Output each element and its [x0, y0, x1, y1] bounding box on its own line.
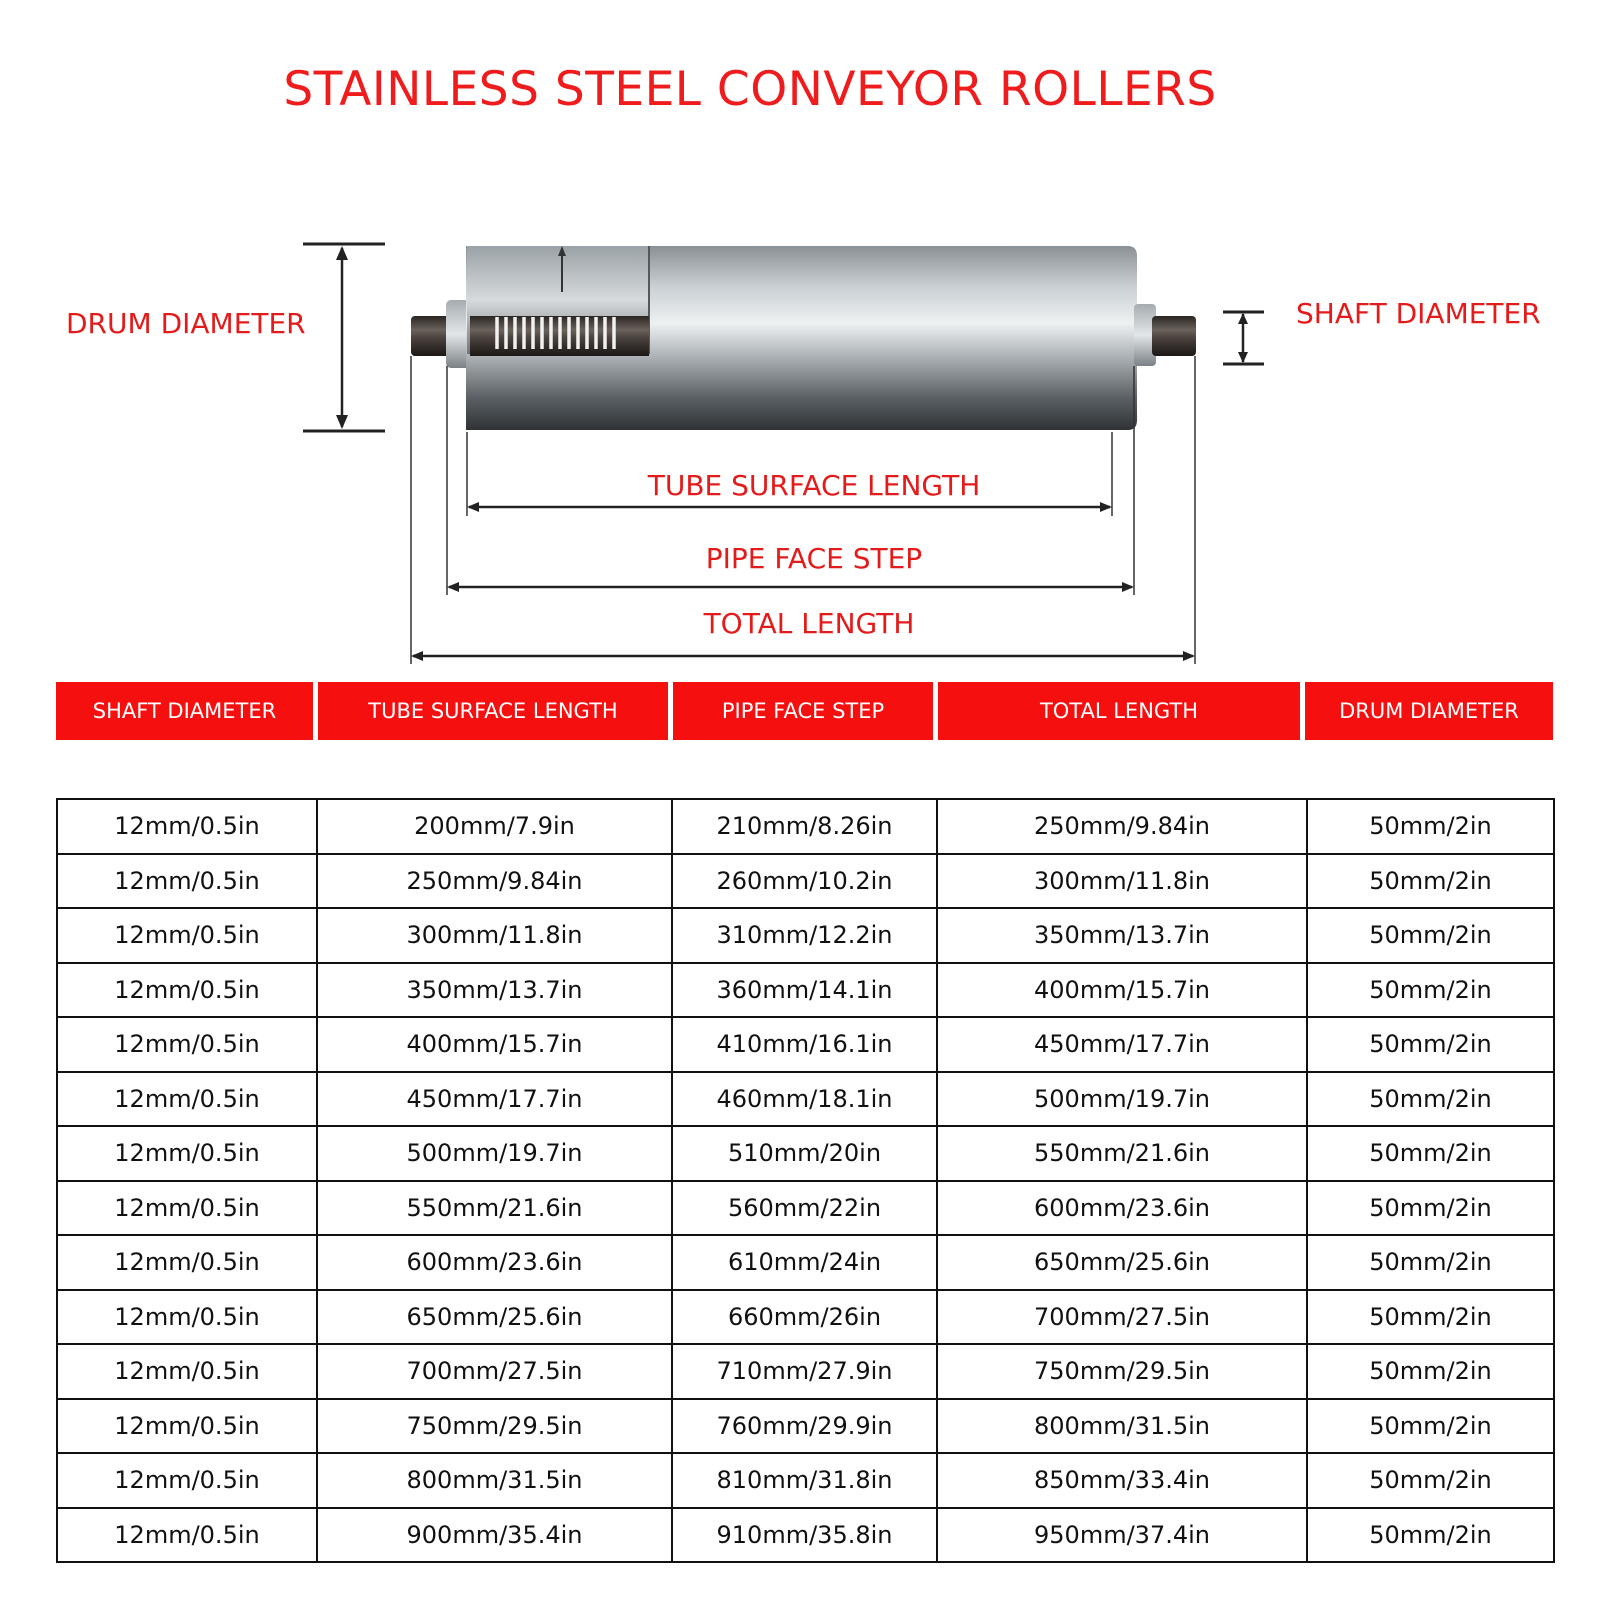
cell-shaft-diameter: 12mm/0.5in: [57, 854, 317, 909]
cell-tube-surface-length: 550mm/21.6in: [317, 1181, 672, 1236]
total-length-dimension: [411, 651, 1195, 661]
cell-pipe-face-step: 310mm/12.2in: [672, 908, 937, 963]
cell-shaft-diameter: 12mm/0.5in: [57, 908, 317, 963]
table-row: [57, 1344, 1554, 1399]
drum-diameter-dimension: [303, 244, 385, 431]
shaft-diameter-dimension: [1223, 312, 1264, 364]
cell-total-length: 250mm/9.84in: [937, 799, 1307, 854]
cell-total-length: 300mm/11.8in: [937, 854, 1307, 909]
table-row: [57, 1072, 1554, 1127]
cell-drum-diameter: 50mm/2in: [1307, 1072, 1554, 1127]
cell-drum-diameter: 50mm/2in: [1307, 1181, 1554, 1236]
cell-tube-surface-length: 900mm/35.4in: [317, 1508, 672, 1563]
cell-drum-diameter: 50mm/2in: [1307, 1453, 1554, 1508]
cell-total-length: 650mm/25.6in: [937, 1235, 1307, 1290]
cell-pipe-face-step: 510mm/20in: [672, 1126, 937, 1181]
header-tube-surface-length: TUBE SURFACE LENGTH: [318, 682, 668, 740]
cell-total-length: 800mm/31.5in: [937, 1399, 1307, 1454]
table-row: [57, 1399, 1554, 1454]
cell-pipe-face-step: 810mm/31.8in: [672, 1453, 937, 1508]
cell-pipe-face-step: 410mm/16.1in: [672, 1017, 937, 1072]
conveyor-roller-illustration: [411, 246, 1196, 430]
cell-pipe-face-step: 360mm/14.1in: [672, 963, 937, 1018]
cell-shaft-diameter: 12mm/0.5in: [57, 1344, 317, 1399]
page-title: STAINLESS STEEL CONVEYOR ROLLERS: [283, 62, 1217, 117]
cell-total-length: 750mm/29.5in: [937, 1344, 1307, 1399]
table-row: [57, 963, 1554, 1018]
tube-surface-length-dimension: [467, 502, 1112, 512]
cell-shaft-diameter: 12mm/0.5in: [57, 1072, 317, 1127]
header-shaft-diameter: SHAFT DIAMETER: [56, 682, 313, 740]
roller-diagram: [0, 0, 1600, 680]
cell-total-length: 850mm/33.4in: [937, 1453, 1307, 1508]
cell-pipe-face-step: 260mm/10.2in: [672, 854, 937, 909]
cell-pipe-face-step: 610mm/24in: [672, 1235, 937, 1290]
cell-pipe-face-step: 560mm/22in: [672, 1181, 937, 1236]
cell-drum-diameter: 50mm/2in: [1307, 908, 1554, 963]
cell-tube-surface-length: 800mm/31.5in: [317, 1453, 672, 1508]
pipe-face-step-dimension: [447, 582, 1134, 592]
cell-drum-diameter: 50mm/2in: [1307, 1344, 1554, 1399]
total-length-label: TOTAL LENGTH: [703, 607, 915, 640]
cell-tube-surface-length: 200mm/7.9in: [317, 799, 672, 854]
table-row: [57, 1508, 1554, 1563]
cell-total-length: 450mm/17.7in: [937, 1017, 1307, 1072]
cell-total-length: 350mm/13.7in: [937, 908, 1307, 963]
cell-shaft-diameter: 12mm/0.5in: [57, 1399, 317, 1454]
cell-drum-diameter: 50mm/2in: [1307, 1508, 1554, 1563]
cell-drum-diameter: 50mm/2in: [1307, 963, 1554, 1018]
table-row: [57, 1126, 1554, 1181]
header-drum-diameter: DRUM DIAMETER: [1305, 682, 1553, 740]
cell-shaft-diameter: 12mm/0.5in: [57, 1126, 317, 1181]
drum-diameter-label: DRUM DIAMETER: [66, 307, 306, 340]
cell-pipe-face-step: 910mm/35.8in: [672, 1508, 937, 1563]
cell-total-length: 400mm/15.7in: [937, 963, 1307, 1018]
cell-tube-surface-length: 350mm/13.7in: [317, 963, 672, 1018]
cell-shaft-diameter: 12mm/0.5in: [57, 1235, 317, 1290]
cell-drum-diameter: 50mm/2in: [1307, 1017, 1554, 1072]
table-row: [57, 1290, 1554, 1345]
cell-tube-surface-length: 500mm/19.7in: [317, 1126, 672, 1181]
cell-drum-diameter: 50mm/2in: [1307, 1235, 1554, 1290]
table-row: [57, 908, 1554, 963]
header-total-length: TOTAL LENGTH: [938, 682, 1300, 740]
cell-tube-surface-length: 250mm/9.84in: [317, 854, 672, 909]
table-row: [57, 799, 1554, 854]
cell-shaft-diameter: 12mm/0.5in: [57, 1017, 317, 1072]
cell-drum-diameter: 50mm/2in: [1307, 854, 1554, 909]
cell-shaft-diameter: 12mm/0.5in: [57, 1508, 317, 1563]
table-row: [57, 854, 1554, 909]
right-shaft: [1152, 316, 1196, 356]
cell-total-length: 700mm/27.5in: [937, 1290, 1307, 1345]
cell-total-length: 550mm/21.6in: [937, 1126, 1307, 1181]
table-row: [57, 1181, 1554, 1236]
cell-total-length: 600mm/23.6in: [937, 1181, 1307, 1236]
shaft-diameter-label: SHAFT DIAMETER: [1296, 297, 1541, 330]
cell-shaft-diameter: 12mm/0.5in: [57, 963, 317, 1018]
cell-pipe-face-step: 710mm/27.9in: [672, 1344, 937, 1399]
cell-drum-diameter: 50mm/2in: [1307, 1399, 1554, 1454]
cell-shaft-diameter: 12mm/0.5in: [57, 799, 317, 854]
cell-pipe-face-step: 760mm/29.9in: [672, 1399, 937, 1454]
cell-shaft-diameter: 12mm/0.5in: [57, 1453, 317, 1508]
cell-drum-diameter: 50mm/2in: [1307, 799, 1554, 854]
table-row: [57, 1235, 1554, 1290]
cell-pipe-face-step: 660mm/26in: [672, 1290, 937, 1345]
specification-table: [56, 798, 1555, 1563]
cell-drum-diameter: 50mm/2in: [1307, 1126, 1554, 1181]
cell-tube-surface-length: 300mm/11.8in: [317, 908, 672, 963]
cell-tube-surface-length: 750mm/29.5in: [317, 1399, 672, 1454]
cell-shaft-diameter: 12mm/0.5in: [57, 1181, 317, 1236]
pipe-face-step-label: PIPE FACE STEP: [705, 542, 923, 575]
tube-surface-length-label: TUBE SURFACE LENGTH: [647, 469, 981, 502]
cell-total-length: 500mm/19.7in: [937, 1072, 1307, 1127]
table-row: [57, 1453, 1554, 1508]
cell-total-length: 950mm/37.4in: [937, 1508, 1307, 1563]
cell-tube-surface-length: 450mm/17.7in: [317, 1072, 672, 1127]
cell-tube-surface-length: 600mm/23.6in: [317, 1235, 672, 1290]
cell-tube-surface-length: 400mm/15.7in: [317, 1017, 672, 1072]
cell-shaft-diameter: 12mm/0.5in: [57, 1290, 317, 1345]
cell-pipe-face-step: 210mm/8.26in: [672, 799, 937, 854]
cell-tube-surface-length: 700mm/27.5in: [317, 1344, 672, 1399]
cell-drum-diameter: 50mm/2in: [1307, 1290, 1554, 1345]
table-row: [57, 1017, 1554, 1072]
cell-tube-surface-length: 650mm/25.6in: [317, 1290, 672, 1345]
header-pipe-face-step: PIPE FACE STEP: [673, 682, 933, 740]
cell-pipe-face-step: 460mm/18.1in: [672, 1072, 937, 1127]
